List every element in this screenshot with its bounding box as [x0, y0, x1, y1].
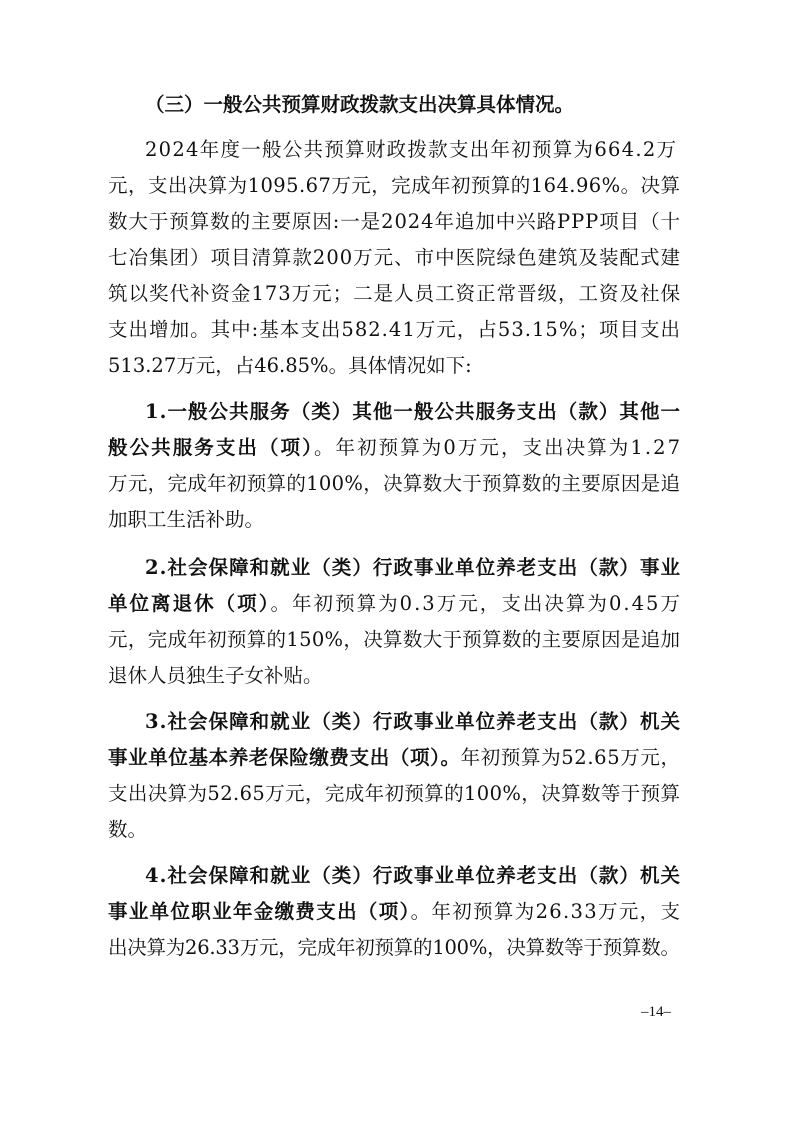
body-text: 。年初预算为0.3万元，支出决算为0.45万: [270, 592, 683, 615]
text-line: [108, 315, 681, 345]
text-line: [108, 743, 681, 773]
text-line: [108, 625, 680, 655]
text-line: [108, 815, 147, 845]
body-text: 数。: [108, 818, 148, 841]
text-line: [108, 207, 681, 237]
text-line: [108, 589, 682, 619]
text-line: [108, 661, 323, 691]
body-text: 支出决算为52.65万元，完成年初预算的100%，决算数等于预算: [108, 782, 681, 805]
body-text: 七冶集团）项目清算款200万元、市中医院绿色建筑及装配式建: [108, 246, 681, 269]
text-line: [108, 505, 264, 535]
text-line: [145, 861, 681, 891]
body-text: 数大于预算数的主要原因:一是2024年追加中兴路PPP项目（十: [108, 210, 681, 233]
body-text: 筑以奖代补资金173万元；二是人员工资正常晋级，工资及社保: [108, 282, 681, 305]
bold-heading-text: 单位离退休（项）: [108, 592, 271, 615]
text-line: [108, 433, 682, 463]
body-text: 退休人员独生子女补贴。: [108, 664, 323, 687]
text-line: [145, 135, 677, 165]
text-line: [145, 707, 681, 737]
body-text: 支出增加。其中:基本支出582.41万元，占53.15%；项目支出: [108, 318, 682, 341]
text-line: [108, 279, 681, 309]
body-text: 元，支出决算为1095.67万元，完成年初预算的164.96%。决算: [108, 174, 681, 197]
text-line: [108, 933, 680, 963]
body-text: 加职工生活补助。: [108, 508, 265, 531]
bold-heading-text: 3.社会保障和就业（类）行政事业单位养老支出（款）机关: [145, 710, 682, 733]
body-text: 万元，完成年初预算的100%，决算数大于预算数的主要原因是追: [108, 472, 681, 495]
body-text: 2024年度一般公共预算财政拨款支出年初预算为664.2万: [145, 138, 678, 161]
text-line: [108, 171, 680, 201]
text-line: [108, 897, 681, 927]
bold-heading-text: 事业单位基本养老保险缴费支出（项）。: [108, 746, 461, 769]
text-line: [145, 553, 681, 583]
text-line: [145, 397, 681, 427]
body-text: 元，完成年初预算的150%，决算数大于预算数的主要原因是追加: [108, 628, 681, 651]
page-number: –14–: [641, 1004, 671, 1020]
bold-heading-text: （三）一般公共预算财政拨款支出决算具体情况。: [145, 93, 575, 116]
body-text: 。年初预算为0万元，支出决算为1.27: [313, 436, 683, 459]
bold-heading-text: 般公共服务支出（项）: [108, 436, 314, 459]
bold-heading-text: 事业单位职业年金缴费支出（项）: [108, 900, 411, 923]
text-line: [108, 779, 680, 809]
text-line: [108, 469, 680, 499]
bold-heading-text: 4.社会保障和就业（类）行政事业单位养老支出（款）机关: [145, 864, 682, 887]
body-text: 513.27万元，占46.85%。具体情况如下:: [108, 354, 472, 377]
text-line: [108, 351, 472, 381]
body-text: 出决算为26.33万元，完成年初预算的100%，决算数等于预算数。: [108, 936, 680, 959]
text-line: [145, 90, 574, 120]
bold-heading-text: 1.一般公共服务（类）其他一般公共服务支出（款）其他一: [145, 400, 682, 423]
text-line: [108, 243, 681, 273]
bold-heading-text: 2.社会保障和就业（类）行政事业单位养老支出（款）事业: [145, 556, 682, 579]
body-text: 年初预算为52.65万元，: [460, 746, 681, 769]
body-text: 。年初预算为26.33万元，支: [410, 900, 682, 923]
